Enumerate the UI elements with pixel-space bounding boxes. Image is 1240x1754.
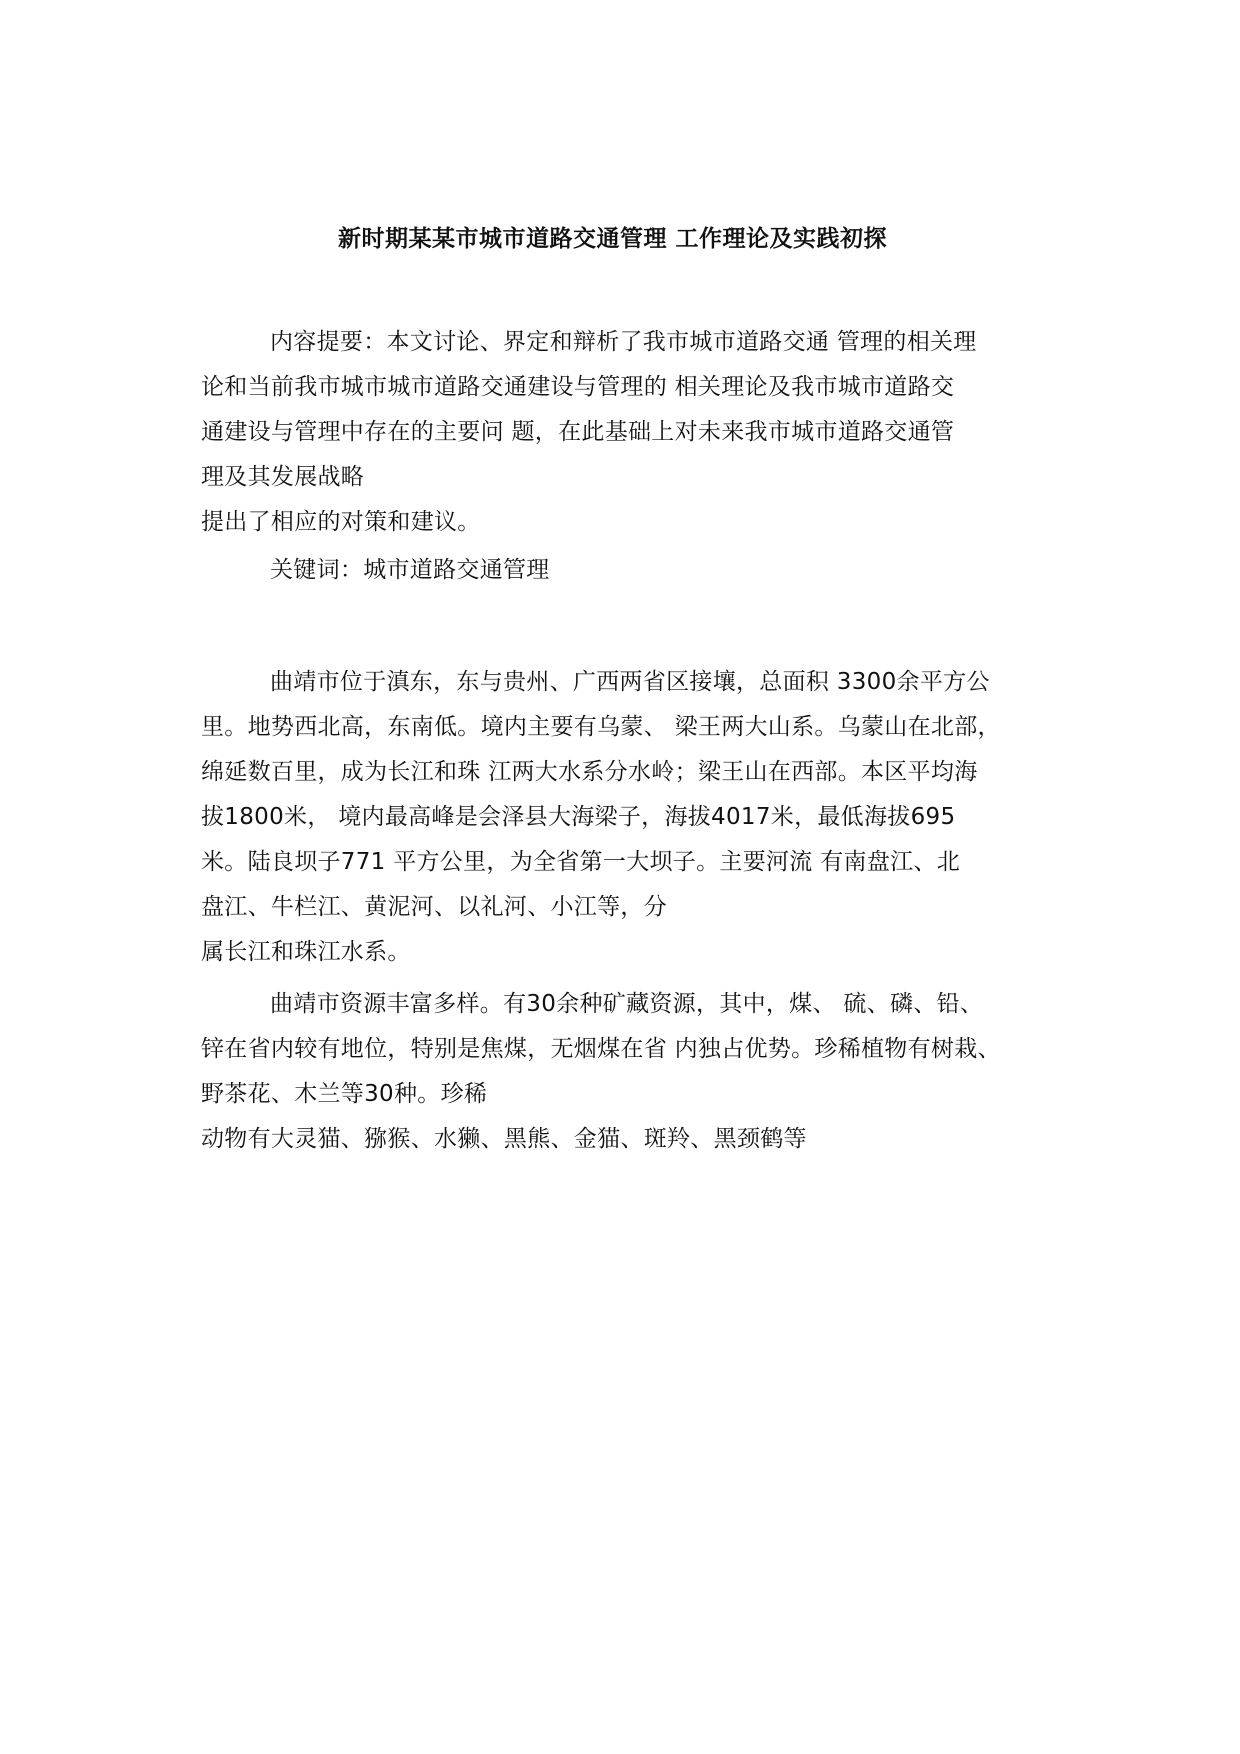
paragraph-line: 野茶花、木兰等30种。珍稀 xyxy=(201,1081,488,1107)
abstract-line: 论和当前我市城市城市道路交通建设与管理的 相关理论及我市城市道路交 xyxy=(201,374,955,400)
paragraph-line: 米。陆良坝子771 平方公里，为全省第一大坝子。主要河流 有南盘江、北 xyxy=(201,849,961,875)
paragraph-line: 锌在省内较有地位，特别是焦煤，无烟煤在省 内独占优势。珍稀植物有树栽、 xyxy=(201,1036,1001,1062)
abstract-line: 提出了相应的对策和建议。 xyxy=(201,509,481,535)
paragraph-line: 拔1800米， 境内最高峰是会泽县大海梁子，海拔4017米，最低海拔695 xyxy=(201,804,956,830)
paragraph-line: 绵延数百里，成为长江和珠 江两大水系分水岭；梁王山在西部。本区平均海 xyxy=(201,759,978,785)
paragraph-line: 里。地势西北高，东南低。境内主要有乌蒙、 梁王两大山系。乌蒙山在北部， xyxy=(201,714,1001,740)
paragraph-line: 盘江、牛栏江、黄泥河、以礼河、小江等，分 xyxy=(201,894,667,920)
abstract-line: 内容提要：本文讨论、界定和辩析了我市城市道路交通 管理的相关理 xyxy=(270,329,977,355)
abstract-line: 通建设与管理中存在的主要问 题，在此基础上对未来我市城市道路交通管 xyxy=(201,419,955,445)
keywords-line: 关键词：城市道路交通管理 xyxy=(270,557,550,583)
keywords-paragraph xyxy=(201,548,1101,593)
paragraph-line: 动物有大灵猫、猕猴、水獭、黑熊、金猫、斑羚、黑颈鹤等 xyxy=(201,1126,807,1152)
paragraph-line: 属长江和珠江水系。 xyxy=(201,939,411,965)
abstract-line: 理及其发展战略 xyxy=(201,464,365,490)
abstract-paragraph xyxy=(201,320,1101,545)
paragraph-line: 曲靖市位于滇东，东与贵州、广西两省区接壤，总面积 3300余平方公 xyxy=(270,669,990,695)
paragraph-line: 曲靖市资源丰富多样。有30余种矿藏资源，其中，煤、 硫、磷、铅、 xyxy=(270,991,984,1017)
body-paragraph-resources xyxy=(201,982,1101,1162)
document-title: 新时期某某市城市道路交通管理 工作理论及实践初探 xyxy=(337,226,887,252)
body-paragraph-geography xyxy=(201,660,1101,975)
